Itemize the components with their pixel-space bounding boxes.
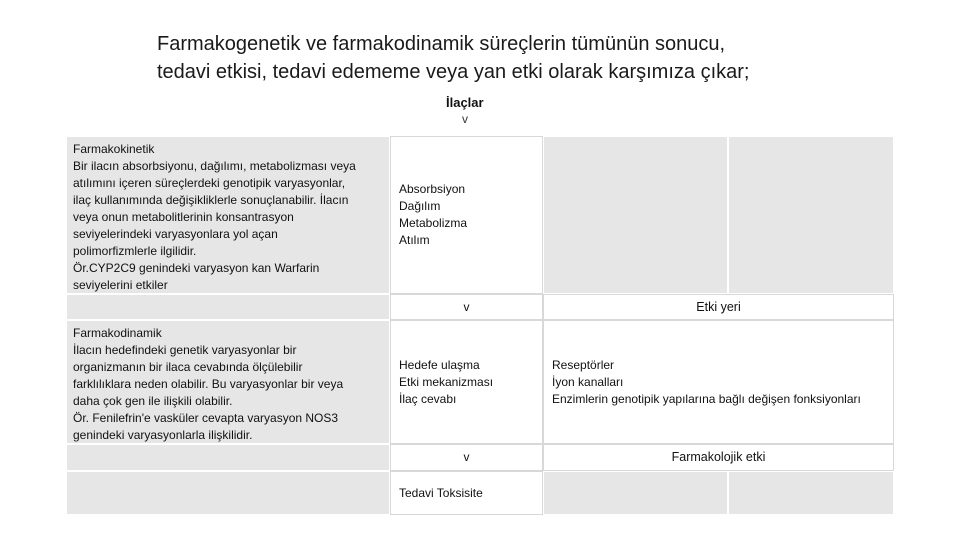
outcome-cell	[390, 471, 543, 515]
pk-line: atılımını içeren süreçlerdeki genotipik varyasyonlar,	[73, 176, 346, 190]
slide-title	[157, 30, 877, 86]
pharmacodynamics-heading: Farmakodinamik	[73, 326, 162, 340]
drugs-label: İlaçlar	[446, 95, 484, 110]
pk-line: seviyelerindeki varyasyonlara yol açan	[73, 227, 278, 241]
pk-line: ilaç kullanımında değişikliklerle sonuçlanabilir. İlacın	[73, 193, 349, 207]
pharmacogenetics-table	[66, 136, 894, 515]
pk-process-cell	[390, 136, 543, 294]
empty-cell	[66, 444, 390, 471]
pd-line: daha çok gen ile ilişkili olabilir.	[73, 394, 233, 408]
pharmacokinetics-cell	[66, 136, 390, 294]
pd-line: Ör. Fenilefrin'e vasküler cevapta varyasyon NOS3	[73, 411, 339, 425]
pharmacodynamics-cell	[66, 320, 390, 444]
pd-process-cell	[390, 320, 543, 444]
process-item: Etki mekanizması	[399, 374, 494, 389]
pk-line: veya onun metabolitlerinin konsantrasyon	[73, 210, 294, 224]
target-item: İyon kanalları	[552, 374, 624, 389]
title-line-2: tedavi etkisi, tedavi edememe veya yan etki olarak karşımıza çıkar;	[157, 61, 750, 83]
target-item: Enzimlerin genotipik yapılarına bağlı değişen fonksiyonları	[552, 391, 861, 406]
pk-line: polimorfizmlerle ilgilidir.	[73, 244, 197, 258]
pk-line: seviyelerini etkiler	[73, 278, 168, 292]
pharmacokinetics-heading: Farmakokinetik	[73, 142, 155, 156]
pd-line: organizmanın bir ilaca cevabında ölçülebilir	[73, 360, 303, 374]
target-item: Reseptörler	[552, 357, 615, 372]
process-item: Dağılım	[399, 199, 441, 213]
pd-line: genindeki varyasyonlarla ilişkilidir.	[73, 428, 253, 442]
target-site-label: Etki yeri	[543, 294, 894, 320]
down-arrow-icon: v	[390, 294, 543, 320]
pd-line: İlacın hedefindeki genetik varyasyonlar bir	[73, 343, 297, 357]
process-item: İlaç cevabı	[399, 391, 457, 406]
empty-cell	[543, 471, 728, 515]
process-item: Absorbsiyon	[399, 182, 466, 196]
process-item: Atılım	[399, 233, 430, 247]
pk-line: Ör.CYP2C9 genindeki varyasyon kan Warfarin	[73, 261, 320, 275]
process-item: Hedefe ulaşma	[399, 357, 480, 372]
process-item: Metabolizma	[399, 216, 468, 230]
outcome-text: Tedavi Toksisite	[399, 485, 483, 500]
empty-cell	[66, 471, 390, 515]
pk-line: Bir ilacın absorbsiyonu, dağılımı, metabolizması veya	[73, 159, 356, 173]
empty-cell	[728, 136, 894, 294]
pharmacologic-effect-label: Farmakolojik etki	[543, 444, 894, 471]
title-line-1: Farmakogenetik ve farmakodinamik süreçlerin tümünün sonucu,	[157, 33, 726, 55]
pd-line: farklılıklara neden olabilir. Bu varyasyonlar bir veya	[73, 377, 344, 391]
target-types-cell	[543, 320, 894, 444]
empty-cell	[728, 471, 894, 515]
down-arrow-icon: v	[462, 112, 468, 126]
down-arrow-icon: v	[390, 444, 543, 471]
empty-cell	[66, 294, 390, 320]
empty-cell	[543, 136, 728, 294]
